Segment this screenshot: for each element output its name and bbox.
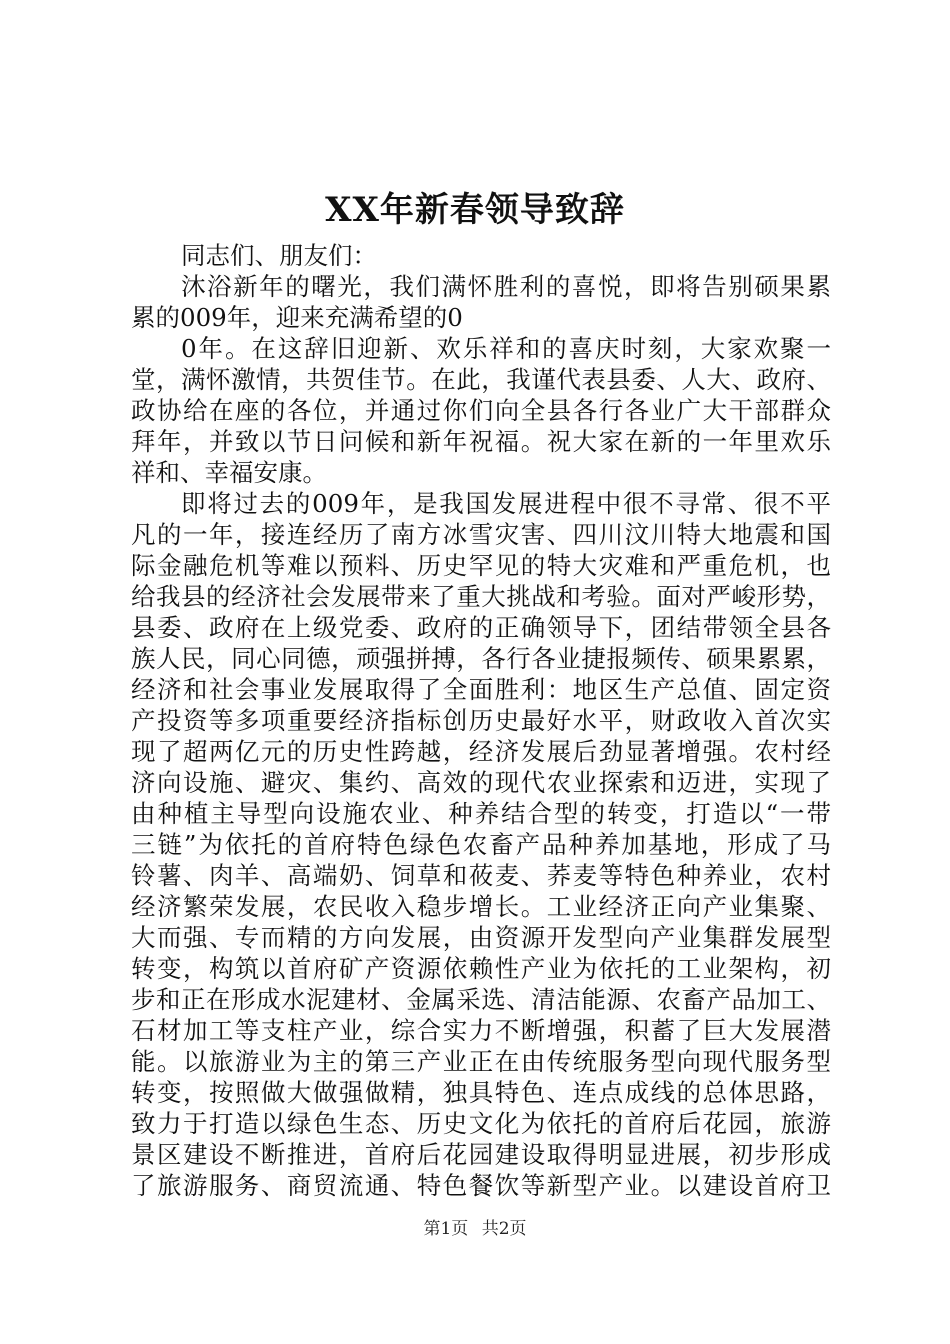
text-line: 给我县的经济社会发展带来了重大挑战和考验。面对严峻形势， — [131, 582, 831, 611]
text-line: 沐浴新年的曙光，我们满怀胜利的喜悦，即将告别硕果累 — [181, 272, 831, 301]
text-line: 济向设施、避灾、集约、高效的现代农业探索和迈进，实现了 — [131, 768, 831, 797]
text-line: 大而强、专而精的方向发展，由资源开发型向产业集群发展型 — [131, 923, 831, 952]
text-line: 现了超两亿元的历史性跨越，经济发展后劲显著增强。农村经 — [131, 737, 831, 766]
text-line: 了旅游服务、商贸流通、特色餐饮等新型产业。以建设首府卫 — [131, 1171, 831, 1200]
text-line: 由种植主导型向设施农业、种养结合型的转变，打造以“一带 — [131, 799, 831, 828]
text-line: 即将过去的009年，是我国发展进程中很不寻常、很不平 — [181, 489, 831, 518]
text-line: 景区建设不断推进，首府后花园建设取得明显进展，初步形成 — [131, 1140, 831, 1169]
document-title: XX年新春领导致辞 — [325, 190, 625, 230]
text-line: 转变，构筑以首府矿产资源依赖性产业为依托的工业架构，初 — [131, 954, 831, 983]
text-line: 致力于打造以绿色生态、历史文化为依托的首府后花园，旅游 — [131, 1109, 831, 1138]
text-line: 转变，按照做大做强做精，独具特色、连点成线的总体思路， — [131, 1078, 831, 1107]
text-line: 三链”为依托的首府特色绿色农畜产品种养加基地，形成了马 — [131, 830, 831, 859]
text-line: 际金融危机等难以预料、历史罕见的特大灾难和严重危机，也 — [131, 551, 831, 580]
document-body — [131, 240, 831, 1201]
text-line: 族人民，同心同德，顽强拼搏，各行各业捷报频传、硕果累累， — [131, 644, 831, 673]
page-footer — [0, 1217, 950, 1241]
text-line: 累的009年，迎来充满希望的0 — [131, 303, 463, 332]
text-line: 铃薯、肉羊、高端奶、饲草和莜麦、荞麦等特色种养业，农村 — [131, 861, 831, 890]
text-line: 同志们、朋友们： — [181, 241, 377, 270]
text-line: 堂，满怀激情，共贺佳节。在此，我谨代表县委、人大、政府、 — [131, 365, 831, 394]
text-line: 能。以旅游业为主的第三产业正在由传统服务型向现代服务型 — [131, 1047, 831, 1076]
text-line: 经济和社会事业发展取得了全面胜利：地区生产总值、固定资 — [131, 675, 831, 704]
text-line: 石材加工等支柱产业，综合实力不断增强，积蓄了巨大发展潜 — [131, 1016, 831, 1045]
text-line: 产投资等多项重要经济指标创历史最好水平，财政收入首次实 — [131, 706, 831, 735]
text-line: 拜年，并致以节日问候和新年祝福。祝大家在新的一年里欢乐 — [131, 427, 831, 456]
text-line: 经济繁荣发展，农民收入稳步增长。工业经济正向产业集聚、 — [131, 892, 831, 921]
text-line: 祥和、幸福安康。 — [131, 458, 327, 487]
text-line: 凡的一年，接连经历了南方冰雪灾害、四川汶川特大地震和国 — [131, 520, 831, 549]
text-line: 县委、政府在上级党委、政府的正确领导下，团结带领全县各 — [131, 613, 831, 642]
text-line: 政协给在座的各位，并通过你们向全县各行各业广大干部群众 — [131, 396, 831, 425]
text-line: 0年。在这辞旧迎新、欢乐祥和的喜庆时刻，大家欢聚一 — [181, 334, 831, 363]
page-number: 第1页 — [423, 1219, 469, 1239]
text-line: 步和正在形成水泥建材、金属采选、清洁能源、农畜产品加工、 — [131, 985, 831, 1014]
page-total: 共2页 — [481, 1219, 527, 1239]
